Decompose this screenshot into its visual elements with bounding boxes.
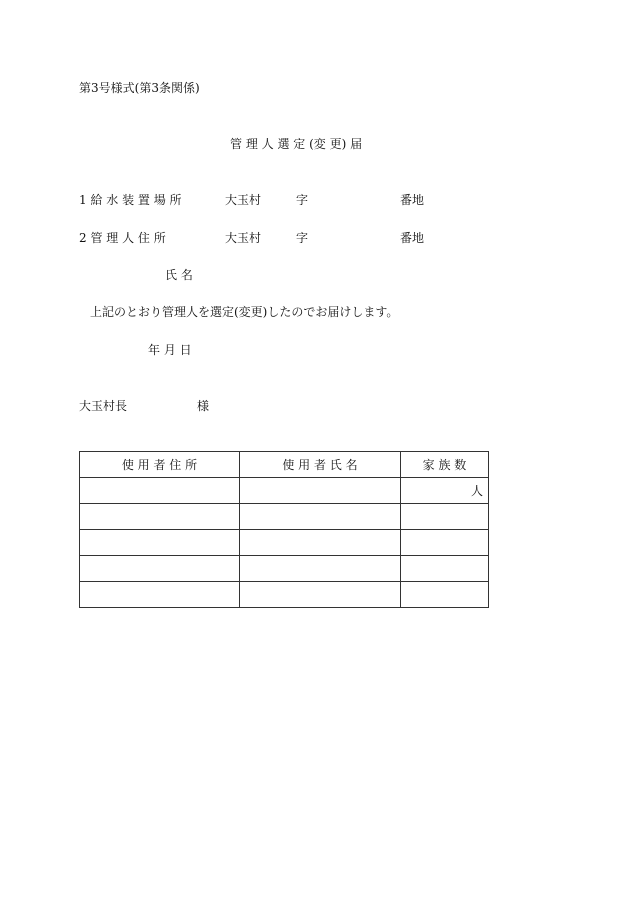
- family-count-cell[interactable]: 人: [401, 478, 489, 504]
- table-row: [80, 530, 489, 556]
- water-supply-village: 大玉村: [225, 193, 262, 207]
- user-address-cell[interactable]: [80, 530, 240, 556]
- form-number: 第3号様式(第3条関係): [79, 81, 200, 95]
- water-supply-location-label: 1 給 水 装 置 場 所: [79, 193, 182, 207]
- statement-text: 上記のとおり管理人を選定(変更)したのでお届けします。: [90, 305, 399, 319]
- family-count-cell[interactable]: [401, 556, 489, 582]
- user-address-cell[interactable]: [80, 556, 240, 582]
- family-count-cell[interactable]: [401, 530, 489, 556]
- user-address-cell[interactable]: [80, 478, 240, 504]
- date-line: 年 月 日: [148, 343, 192, 357]
- manager-address-label: 2 管 理 人 住 所: [79, 231, 166, 245]
- header-user-address: 使 用 者 住 所: [80, 452, 240, 478]
- user-name-cell[interactable]: [240, 556, 401, 582]
- header-user-name: 使 用 者 氏 名: [240, 452, 401, 478]
- user-name-cell[interactable]: [240, 478, 401, 504]
- table-header-row: [80, 452, 489, 478]
- water-supply-banchi: 番地: [400, 193, 425, 207]
- table-row: [80, 582, 489, 608]
- honorific: 様: [197, 399, 210, 413]
- user-name-cell[interactable]: [240, 530, 401, 556]
- manager-aza: 字: [296, 231, 309, 245]
- users-table: [79, 451, 489, 608]
- user-address-cell[interactable]: [80, 582, 240, 608]
- table-row: [80, 556, 489, 582]
- form-title: 管 理 人 選 定 (変 更) 届: [230, 137, 363, 151]
- manager-banchi: 番地: [400, 231, 425, 245]
- family-count-cell[interactable]: [401, 582, 489, 608]
- header-family-count: 家 族 数: [401, 452, 489, 478]
- addressee: 大玉村長: [79, 399, 128, 413]
- manager-name-label: 氏 名: [165, 268, 193, 282]
- water-supply-aza: 字: [296, 193, 309, 207]
- user-name-cell[interactable]: [240, 582, 401, 608]
- table-row: [80, 478, 489, 504]
- table-row: [80, 504, 489, 530]
- family-count-cell[interactable]: [401, 504, 489, 530]
- user-address-cell[interactable]: [80, 504, 240, 530]
- user-name-cell[interactable]: [240, 504, 401, 530]
- manager-village: 大玉村: [225, 231, 262, 245]
